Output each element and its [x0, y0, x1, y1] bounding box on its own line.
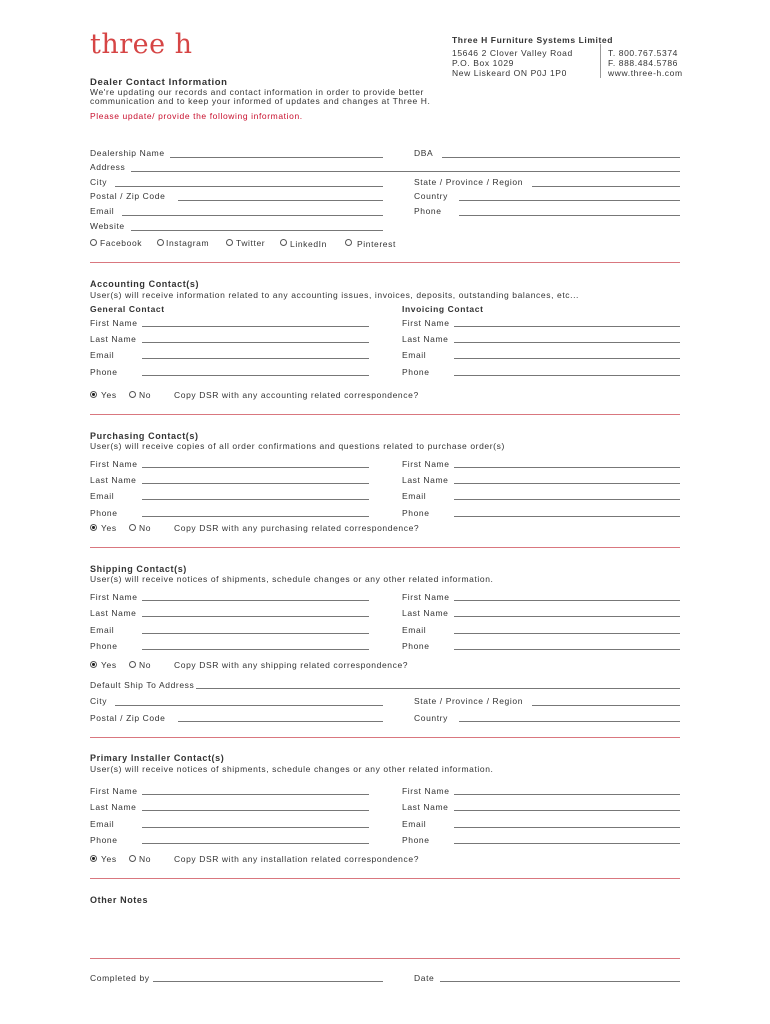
ship-email-field-2[interactable]: [454, 633, 680, 634]
purch-email-field-2[interactable]: [454, 499, 680, 500]
city-field[interactable]: [115, 186, 383, 187]
section-divider: [90, 414, 680, 415]
acct-gen-phone-field[interactable]: [142, 375, 369, 376]
dealership-name-field[interactable]: [170, 157, 383, 158]
ship-phone-label-1: Phone: [90, 641, 118, 651]
acct-gen-first-name-field[interactable]: [142, 326, 369, 327]
purch-last-name-field-1[interactable]: [142, 483, 369, 484]
completed-by-field[interactable]: [153, 981, 383, 982]
purch-first-name-field-1[interactable]: [142, 467, 369, 468]
ship-yes-radio[interactable]: [90, 661, 97, 668]
acct-yes-label: Yes: [101, 390, 117, 400]
inst-phone-field-2[interactable]: [454, 843, 680, 844]
facebook-radio[interactable]: [90, 239, 97, 246]
inst-email-label-2: Email: [402, 819, 427, 829]
ship-state-label: State / Province / Region: [414, 696, 524, 706]
purch-last-name-label-1: Last Name: [90, 475, 137, 485]
acct-inv-email-field[interactable]: [454, 358, 680, 359]
section-divider: [90, 547, 680, 548]
section-divider: [90, 737, 680, 738]
inst-phone-field-1[interactable]: [142, 843, 369, 844]
linkedin-radio[interactable]: [280, 239, 287, 246]
inst-email-field-1[interactable]: [142, 827, 369, 828]
state-label: State / Province / Region: [414, 177, 524, 187]
purch-last-name-label-2: Last Name: [402, 475, 449, 485]
dba-label: DBA: [414, 148, 434, 158]
city-label: City: [90, 177, 108, 187]
page-title: Dealer Contact Information: [90, 77, 228, 88]
shipping-title: Shipping Contact(s): [90, 564, 187, 574]
other-notes-area[interactable]: [90, 908, 680, 956]
ship-first-name-label-1: First Name: [90, 592, 138, 602]
inst-yes-label: Yes: [101, 854, 117, 864]
ship-country-field[interactable]: [459, 721, 680, 722]
inst-last-name-label-2: Last Name: [402, 802, 449, 812]
purch-first-name-label-2: First Name: [402, 459, 450, 469]
inst-last-name-field-2[interactable]: [454, 810, 680, 811]
country-label: Country: [414, 191, 448, 201]
state-field[interactable]: [532, 186, 680, 187]
ship-email-field-1[interactable]: [142, 633, 369, 634]
default-ship-field[interactable]: [196, 688, 680, 689]
ship-first-name-field-1[interactable]: [142, 600, 369, 601]
acct-gen-email-field[interactable]: [142, 358, 369, 359]
phone-label: Phone: [414, 206, 442, 216]
three-h-logo: three h: [90, 29, 193, 60]
twitter-label: Twitter: [236, 238, 266, 248]
company-address-line-1: 15646 2 Clover Valley Road: [452, 48, 573, 58]
purch-email-label-1: Email: [90, 491, 115, 501]
ship-country-label: Country: [414, 713, 448, 723]
purch-first-name-label-1: First Name: [90, 459, 138, 469]
general-contact-heading: General Contact: [90, 304, 165, 314]
other-notes-title: Other Notes: [90, 895, 149, 905]
ship-first-name-field-2[interactable]: [454, 600, 680, 601]
facebook-label: Facebook: [100, 238, 143, 248]
date-label: Date: [414, 973, 435, 983]
inst-email-label-1: Email: [90, 819, 115, 829]
ship-city-field[interactable]: [115, 705, 383, 706]
acct-gen-first-name-label: First Name: [90, 318, 138, 328]
inst-no-label: No: [139, 854, 152, 864]
purch-phone-field-1[interactable]: [142, 516, 369, 517]
instagram-radio[interactable]: [157, 239, 164, 246]
acct-inv-phone-field[interactable]: [454, 375, 680, 376]
inst-first-name-field-1[interactable]: [142, 794, 369, 795]
address-field[interactable]: [131, 171, 680, 172]
acct-copy-question: Copy DSR with any accounting related correspondence?: [174, 390, 419, 400]
purchasing-title: Purchasing Contact(s): [90, 431, 199, 441]
inst-first-name-label-2: First Name: [402, 786, 450, 796]
inst-last-name-field-1[interactable]: [142, 810, 369, 811]
postal-label: Postal / Zip Code: [90, 191, 166, 201]
instagram-label: Instagram: [166, 238, 210, 248]
acct-inv-last-name-label: Last Name: [402, 334, 449, 344]
purch-copy-question: Copy DSR with any purchasing related correspondence?: [174, 523, 420, 533]
pinterest-label: Pinterest: [357, 239, 396, 249]
ship-last-name-field-1[interactable]: [142, 616, 369, 617]
company-name: Three H Furniture Systems Limited: [452, 35, 614, 45]
inst-first-name-label-1: First Name: [90, 786, 138, 796]
linkedin-label: LinkedIn: [290, 239, 327, 249]
acct-inv-last-name-field[interactable]: [454, 342, 680, 343]
company-fax: F. 888.484.5786: [608, 58, 678, 68]
dba-field[interactable]: [442, 157, 680, 158]
inst-last-name-label-1: Last Name: [90, 802, 137, 812]
date-field[interactable]: [440, 981, 680, 982]
invoicing-contact-heading: Invoicing Contact: [402, 304, 484, 314]
ship-postal-field[interactable]: [178, 721, 383, 722]
header-divider: [600, 44, 601, 78]
website-label: Website: [90, 221, 125, 231]
purch-email-field-1[interactable]: [142, 499, 369, 500]
ship-first-name-label-2: First Name: [402, 592, 450, 602]
inst-yes-radio[interactable]: [90, 855, 97, 862]
country-field[interactable]: [459, 200, 680, 201]
website-field[interactable]: [131, 230, 383, 231]
address-label: Address: [90, 162, 126, 172]
ship-email-label-2: Email: [402, 625, 427, 635]
acct-no-radio[interactable]: [129, 391, 136, 398]
acct-no-label: No: [139, 390, 152, 400]
ship-copy-question: Copy DSR with any shipping related correspondence?: [174, 660, 409, 670]
ship-yes-label: Yes: [101, 660, 117, 670]
company-address-line-2: P.O. Box 1029: [452, 58, 514, 68]
shipping-description: User(s) will receive notices of shipments, schedule changes or any other related information.: [90, 574, 494, 584]
ship-phone-field-2[interactable]: [454, 649, 680, 650]
inst-email-field-2[interactable]: [454, 827, 680, 828]
purch-phone-label-2: Phone: [402, 508, 430, 518]
inst-copy-question: Copy DSR with any installation related correspondence?: [174, 854, 420, 864]
ship-no-label: No: [139, 660, 152, 670]
installer-description: User(s) will receive notices of shipments, schedule changes or any other related information.: [90, 764, 494, 774]
inst-phone-label-1: Phone: [90, 835, 118, 845]
acct-gen-email-label: Email: [90, 350, 115, 360]
section-divider: [90, 878, 680, 879]
ship-phone-field-1[interactable]: [142, 649, 369, 650]
acct-yes-radio[interactable]: [90, 391, 97, 398]
intro-text-line-1: We're updating our records and contact information in order to provide better: [90, 87, 424, 97]
acct-gen-phone-label: Phone: [90, 367, 118, 377]
purch-phone-field-2[interactable]: [454, 516, 680, 517]
ship-city-label: City: [90, 696, 108, 706]
purch-yes-radio[interactable]: [90, 524, 97, 531]
update-prompt: Please update/ provide the following information.: [90, 111, 303, 121]
purch-yes-label: Yes: [101, 523, 117, 533]
installer-title: Primary Installer Contact(s): [90, 753, 225, 763]
dealership-name-label: Dealership Name: [90, 148, 165, 158]
accounting-description: User(s) will receive information related to any accounting issues, invoices, deposits, outstanding balances, etc...: [90, 290, 580, 300]
purch-email-label-2: Email: [402, 491, 427, 501]
ship-phone-label-2: Phone: [402, 641, 430, 651]
company-phone: T. 800.767.5374: [608, 48, 678, 58]
inst-phone-label-2: Phone: [402, 835, 430, 845]
ship-email-label-1: Email: [90, 625, 115, 635]
ship-no-radio[interactable]: [129, 661, 136, 668]
ship-postal-label: Postal / Zip Code: [90, 713, 166, 723]
inst-no-radio[interactable]: [129, 855, 136, 862]
email-field[interactable]: [122, 215, 383, 216]
acct-inv-phone-label: Phone: [402, 367, 430, 377]
ship-last-name-label-1: Last Name: [90, 608, 137, 618]
ship-last-name-label-2: Last Name: [402, 608, 449, 618]
purch-last-name-field-2[interactable]: [454, 483, 680, 484]
pinterest-radio[interactable]: [345, 239, 352, 246]
acct-inv-first-name-label: First Name: [402, 318, 450, 328]
ship-state-field[interactable]: [532, 705, 680, 706]
accounting-title: Accounting Contact(s): [90, 279, 200, 289]
postal-field[interactable]: [178, 200, 383, 201]
acct-gen-last-name-label: Last Name: [90, 334, 137, 344]
acct-inv-first-name-field[interactable]: [454, 326, 680, 327]
purch-no-label: No: [139, 523, 152, 533]
section-divider: [90, 958, 680, 959]
default-ship-label: Default Ship To Address: [90, 680, 195, 690]
company-address-line-3: New Liskeard ON P0J 1P0: [452, 68, 567, 78]
email-label: Email: [90, 206, 115, 216]
twitter-radio[interactable]: [226, 239, 233, 246]
purchasing-description: User(s) will receive copies of all order confirmations and questions related to purchase order(s): [90, 441, 505, 451]
completed-by-label: Completed by: [90, 973, 150, 983]
purch-no-radio[interactable]: [129, 524, 136, 531]
ship-last-name-field-2[interactable]: [454, 616, 680, 617]
section-divider: [90, 262, 680, 263]
company-website: www.three-h.com: [608, 68, 683, 78]
phone-field[interactable]: [459, 215, 680, 216]
purch-phone-label-1: Phone: [90, 508, 118, 518]
intro-text-line-2: communication and to keep your informed of updates and changes at Three H.: [90, 96, 431, 106]
acct-gen-last-name-field[interactable]: [142, 342, 369, 343]
acct-inv-email-label: Email: [402, 350, 427, 360]
inst-first-name-field-2[interactable]: [454, 794, 680, 795]
purch-first-name-field-2[interactable]: [454, 467, 680, 468]
